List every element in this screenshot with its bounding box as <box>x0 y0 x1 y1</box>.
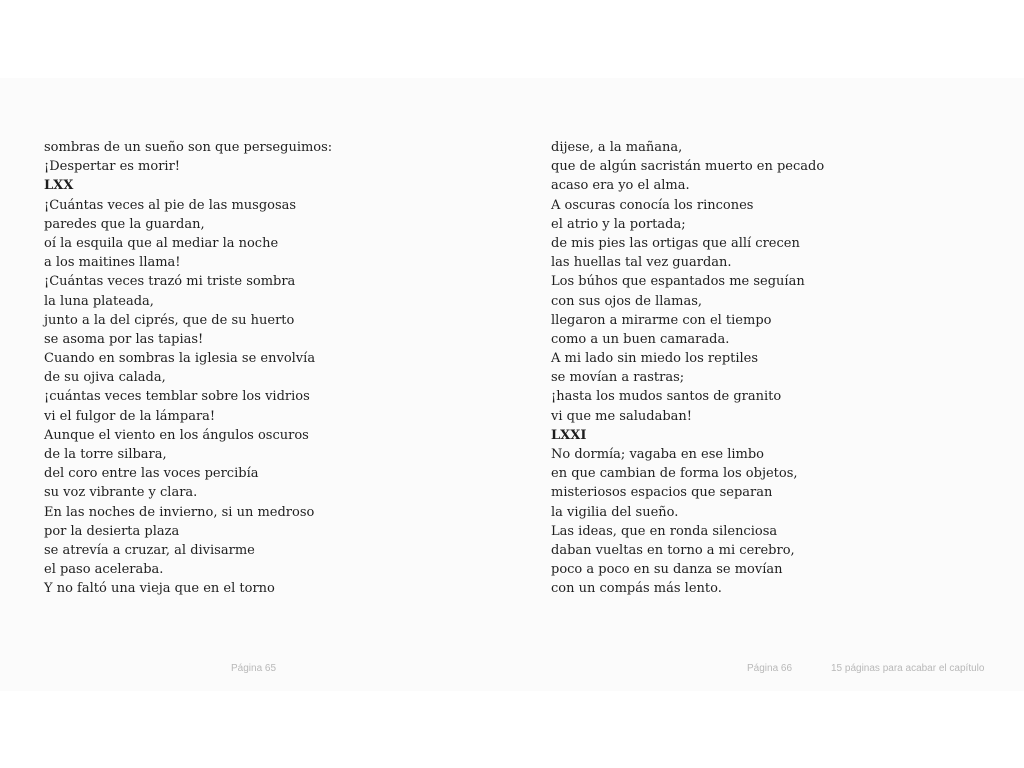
text-line: a los maitines llama! <box>44 255 181 271</box>
text-line: poco a poco en su danza se movían <box>551 562 783 578</box>
text-line: las huellas tal vez guardan. <box>551 255 732 271</box>
text-line: de su ojiva calada, <box>44 370 166 386</box>
left-page <box>44 138 464 599</box>
text-line: se movían a rastras; <box>551 370 685 386</box>
text-line: acaso era yo el alma. <box>551 178 690 194</box>
text-line: ¡Cuántas veces al pie de las musgosas <box>44 197 297 213</box>
text-line: paredes que la guardan, <box>44 216 205 232</box>
text-line: ¡hasta los mudos santos de granito <box>551 389 782 405</box>
text-line: el paso aceleraba. <box>44 562 164 578</box>
text-line: se atrevía a cruzar, al divisarme <box>44 542 255 558</box>
text-line: la vigilia del sueño. <box>551 504 679 520</box>
right-page-text <box>551 138 971 599</box>
text-line: Los búhos que espantados me seguían <box>551 274 805 290</box>
text-line: No dormía; vagaba en ese limbo <box>551 447 764 462</box>
text-line: misteriosos espacios que separan <box>551 485 773 501</box>
text-line: llegaron a mirarme con el tiempo <box>551 312 772 328</box>
pages-remaining-in-chapter: 15 páginas para acabar el capítulo <box>831 663 985 674</box>
left-page-text <box>44 138 464 599</box>
text-line: en que cambian de forma los objetos, <box>551 466 798 482</box>
text-line: vi que me saludaban! <box>551 408 693 424</box>
text-line: con un compás más lento. <box>551 581 722 597</box>
text-line: ¡Cuántas veces trazó mi triste sombra <box>44 274 296 290</box>
left-page-number: Página 65 <box>231 663 277 674</box>
text-line: como a un buen camarada. <box>551 331 730 347</box>
text-line: se asoma por las tapias! <box>44 331 204 347</box>
text-line: daban vueltas en torno a mi cerebro, <box>551 542 795 558</box>
text-line: oí la esquila que al mediar la noche <box>44 235 279 251</box>
text-line: Las ideas, que en ronda silenciosa <box>551 523 778 539</box>
right-page <box>551 138 971 599</box>
text-line: sombras de un sueño son que perseguimos: <box>44 140 333 155</box>
text-line: A mi lado sin miedo los reptiles <box>551 351 759 367</box>
text-line: Aunque el viento en los ángulos oscuros <box>44 427 309 443</box>
section-heading: LXXI <box>551 427 587 443</box>
book-spread[interactable] <box>0 78 1024 691</box>
text-line: su voz vibrante y clara. <box>44 485 198 501</box>
text-line: junto a la del ciprés, que de su huerto <box>44 312 295 328</box>
text-line: dijese, a la mañana, <box>551 140 683 155</box>
section-heading: LXX <box>44 178 74 194</box>
text-line: la luna plateada, <box>44 293 154 309</box>
right-page-number: Página 66 <box>747 663 793 674</box>
text-line: de la torre silbara, <box>44 447 167 462</box>
text-line: del coro entre las voces percibía <box>44 466 259 482</box>
text-line: En las noches de invierno, si un medroso <box>44 504 315 520</box>
text-line: de mis pies las ortigas que allí crecen <box>551 235 800 251</box>
text-line: vi el fulgor de la lámpara! <box>44 408 216 424</box>
text-line: Cuando en sombras la iglesia se envolvía <box>44 351 316 367</box>
text-line: que de algún sacristán muerto en pecado <box>551 159 825 175</box>
text-line: ¡Despertar es morir! <box>44 159 181 175</box>
text-line: ¡cuántas veces temblar sobre los vidrios <box>44 389 310 405</box>
text-line: Y no faltó una vieja que en el torno <box>44 581 275 597</box>
text-line: el atrio y la portada; <box>551 216 686 232</box>
text-line: A oscuras conocía los rincones <box>551 197 754 213</box>
text-line: con sus ojos de llamas, <box>551 293 703 309</box>
text-line: por la desierta plaza <box>44 523 180 539</box>
